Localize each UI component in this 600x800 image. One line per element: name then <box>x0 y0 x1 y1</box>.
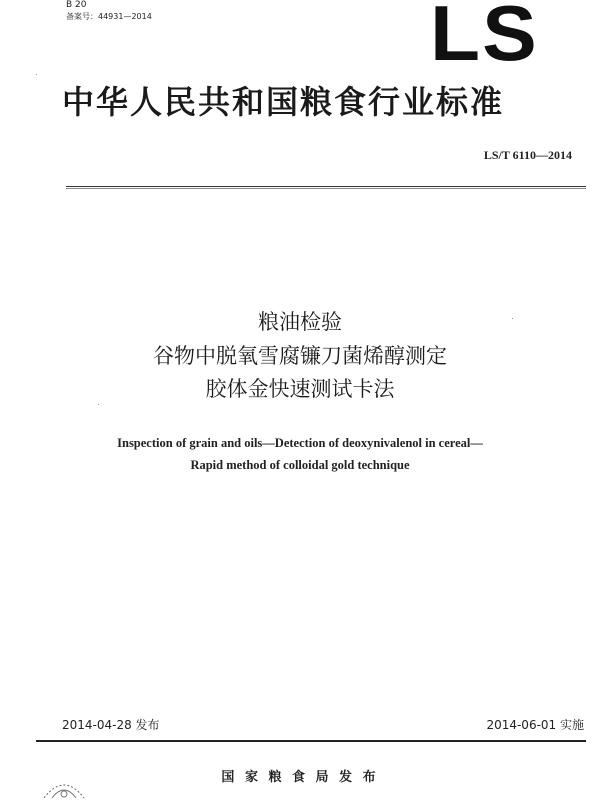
publisher: 国 家 粮 食 局 发 布 <box>221 770 379 785</box>
standard-number: LS/T 6110—2014 <box>483 148 572 162</box>
header-divider <box>66 186 586 187</box>
ccs-code: B 20 <box>66 0 87 10</box>
footer-divider <box>36 740 586 742</box>
ls-logo: LS <box>430 0 539 77</box>
cn-title-line-1: 粮油检验 <box>258 310 342 334</box>
scan-speck <box>512 318 513 319</box>
header-divider-secondary <box>66 188 586 189</box>
en-title-line-1: Inspection of grain and oils—Detection of deoxynivalenol in cereal— <box>117 436 483 450</box>
filing-number: 备案号：44931—2014 <box>66 12 152 21</box>
standard-title: 中华人民共和国粮食行业标准 <box>62 83 505 121</box>
scan-speck <box>36 74 37 75</box>
en-title-line-2: Rapid method of colloidal gold technique <box>190 458 410 472</box>
scan-speck <box>98 404 99 405</box>
cn-title-line-2: 谷物中脱氧雪腐镰刀菌烯醇测定 <box>153 344 447 368</box>
issue-date: 2014-04-28 发布 <box>62 718 160 732</box>
effective-date: 2014-06-01 实施 <box>486 718 584 732</box>
cn-title-line-3: 胶体金快速测试卡法 <box>205 377 395 401</box>
